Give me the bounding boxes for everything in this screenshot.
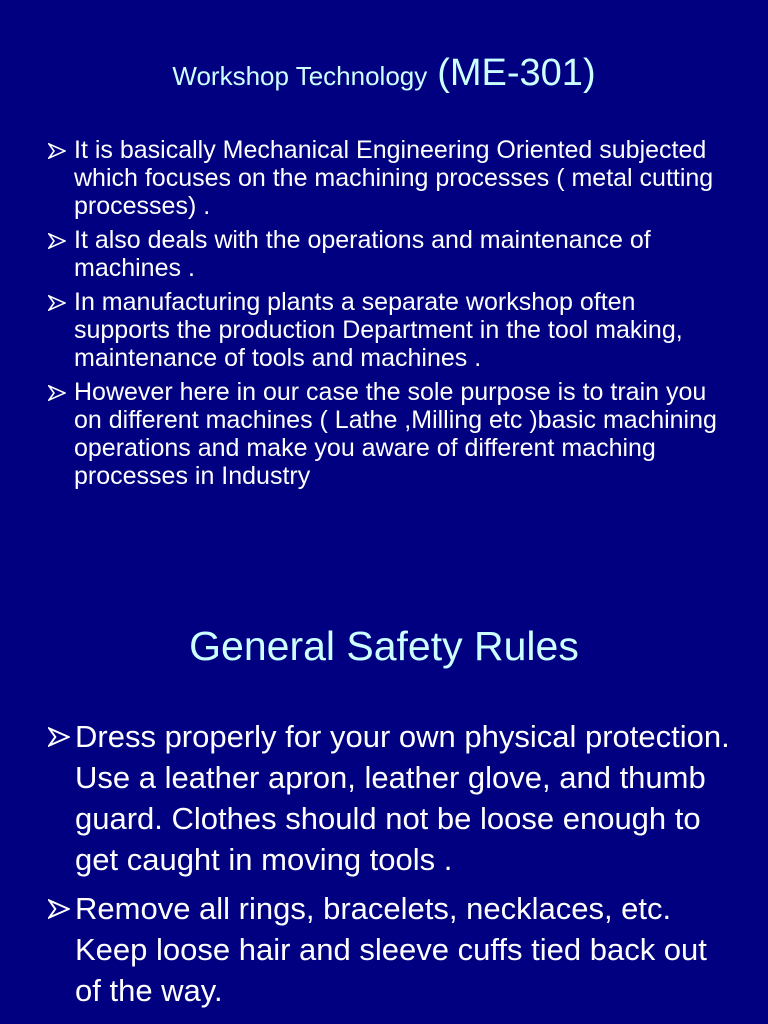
bullet-text: Dress properly for your own physical protection. Use a leather apron, leather glove, and thumb guard. Clothes should not be loose enough to get caught in moving tools .	[75, 719, 730, 877]
bullet-item	[48, 288, 738, 372]
bullet-list	[48, 136, 738, 496]
bullet-item	[48, 378, 738, 490]
course-code: (ME-301)	[437, 52, 596, 94]
title-text: Workshop Technology	[172, 61, 428, 91]
bullet-text: However here in our case the sole purpose is to train you on different machines ( Lathe ,Milling etc )basic machining operations and make you aware of different maching processes in Industry	[74, 378, 717, 490]
arrowhead-bullet-icon	[48, 233, 66, 249]
bullet-list	[48, 716, 738, 1019]
arrowhead-bullet-icon	[48, 899, 70, 919]
bullet-text: Remove all rings, bracelets, necklaces, etc. Keep loose hair and sleeve cuffs tied back out of the way.	[75, 891, 707, 1008]
bullet-item	[48, 136, 738, 220]
arrowhead-bullet-icon	[48, 295, 66, 311]
slide-title: General Safety Rules	[189, 623, 579, 669]
arrowhead-bullet-icon	[48, 143, 66, 159]
slide-title	[0, 52, 768, 95]
bullet-item	[48, 888, 738, 1011]
bullet-item	[48, 716, 738, 880]
bullet-text: In manufacturing plants a separate workshop often supports the production Department in the tool making, maintenance of tools and machines .	[74, 288, 683, 372]
bullet-text: It also deals with the operations and maintenance of machines .	[74, 226, 651, 282]
slide-general-safety-rules	[0, 540, 768, 1024]
arrowhead-bullet-icon	[48, 727, 70, 747]
bullet-text: It is basically Mechanical Engineering Oriented subjected which focuses on the machining processes ( metal cutting processes) .	[74, 136, 714, 220]
bullet-item	[48, 226, 738, 282]
arrowhead-bullet-icon	[48, 385, 66, 401]
